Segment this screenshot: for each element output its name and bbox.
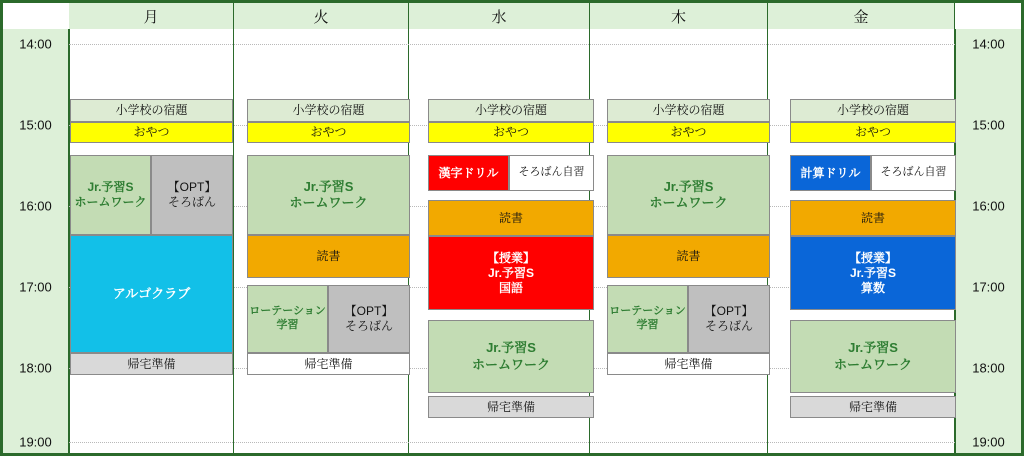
block-line: 帰宅準備 <box>664 356 713 371</box>
thu-snack[interactable] <box>607 122 770 143</box>
block-line: 【OPT】 <box>167 180 217 194</box>
tue-reading[interactable] <box>247 235 410 278</box>
block-line: 【授業】 <box>486 250 535 265</box>
block-line: Jr.予習S <box>486 340 536 356</box>
mon-opt-soroban[interactable] <box>151 155 233 235</box>
time-label-right-1500: 15:00 <box>972 117 1005 133</box>
block-line: そろばん <box>704 319 753 333</box>
block-line: 【OPT】 <box>704 304 754 318</box>
fri-soroban-self-study[interactable] <box>871 155 956 191</box>
fri-jr-prep-s-homework[interactable] <box>790 320 956 393</box>
time-label-left-1400: 14:00 <box>19 36 52 52</box>
time-label-right-1700: 17:00 <box>972 279 1005 295</box>
time-axis-right <box>955 29 1021 453</box>
block-line: おやつ <box>670 125 707 139</box>
tue-go-home-prep[interactable] <box>247 353 410 375</box>
time-label-right-1400: 14:00 <box>972 36 1005 52</box>
block-line: Jr.予習S <box>87 180 134 194</box>
wed-school-homework[interactable] <box>428 99 594 122</box>
tue-rotation-study[interactable] <box>247 285 328 353</box>
time-axis-left <box>3 29 69 453</box>
block-line: 読書 <box>860 210 885 225</box>
block-line: ホームワーク <box>649 195 728 210</box>
block-line: 帰宅準備 <box>304 356 353 371</box>
mon-snack[interactable] <box>70 122 233 143</box>
block-line: 【OPT】 <box>344 304 394 318</box>
block-line: おやつ <box>492 125 529 139</box>
hour-line-1900 <box>69 442 955 443</box>
tue-jr-prep-s-homework[interactable] <box>247 155 410 235</box>
block-line: ローテーション <box>249 305 326 318</box>
time-label-right-1900: 19:00 <box>972 434 1005 450</box>
mon-school-homework[interactable] <box>70 99 233 122</box>
block-line: アルゴクラブ <box>112 285 191 301</box>
day-header-wed: 水 <box>409 3 590 29</box>
block-line: 読書 <box>498 210 523 225</box>
block-line: 学習 <box>636 319 659 331</box>
thu-rotation-study[interactable] <box>607 285 688 353</box>
time-label-left-1600: 16:00 <box>19 198 52 214</box>
fri-keisan-drill[interactable] <box>790 155 871 191</box>
time-label-left-1900: 19:00 <box>19 434 52 450</box>
time-label-right-1800: 18:00 <box>972 360 1005 376</box>
block-line: ローテーション <box>609 305 686 318</box>
block-line: 学習 <box>276 319 299 331</box>
block-line: そろばん自習 <box>518 166 585 179</box>
fri-go-home-prep[interactable] <box>790 396 956 418</box>
wed-snack[interactable] <box>428 122 594 143</box>
wed-soroban-self-study[interactable] <box>509 155 594 191</box>
block-line: 小学校の宿題 <box>652 103 725 117</box>
wed-go-home-prep[interactable] <box>428 396 594 418</box>
thu-jr-prep-s-homework[interactable] <box>607 155 770 235</box>
block-line: 国語 <box>498 280 523 295</box>
wed-jr-prep-s-homework[interactable] <box>428 320 594 393</box>
block-line: 計算ドリル <box>800 165 861 180</box>
mon-jr-prep-s-homework[interactable] <box>70 155 151 235</box>
time-label-left-1500: 15:00 <box>19 117 52 133</box>
day-header-fri: 金 <box>768 3 955 29</box>
wed-class-jr-prep-s-kokugo[interactable] <box>428 236 594 310</box>
time-label-left-1700: 17:00 <box>19 279 52 295</box>
block-line: Jr.予習S <box>848 340 898 356</box>
mon-go-home-prep[interactable] <box>70 353 233 375</box>
wed-kanji-drill[interactable] <box>428 155 509 191</box>
fri-reading[interactable] <box>790 200 956 236</box>
block-line: 読書 <box>676 249 701 263</box>
hour-line-1400 <box>69 44 955 45</box>
block-line: 漢字ドリル <box>438 165 499 180</box>
block-line: Jr.予習S <box>487 265 535 280</box>
fri-class-jr-prep-s-sansu[interactable] <box>790 236 956 310</box>
block-line: そろばん自習 <box>880 166 947 179</box>
thu-reading[interactable] <box>607 235 770 278</box>
block-line: ホームワーク <box>74 195 147 209</box>
block-line: そろばん <box>167 195 216 209</box>
fri-snack[interactable] <box>790 122 956 143</box>
block-line: Jr.予習S <box>303 178 354 194</box>
block-line: 小学校の宿題 <box>474 103 547 117</box>
day-header-mon: 月 <box>69 3 234 29</box>
time-label-left-1800: 18:00 <box>19 360 52 376</box>
day-header-tue: 火 <box>234 3 409 29</box>
tue-snack[interactable] <box>247 122 410 143</box>
block-line: 小学校の宿題 <box>115 103 188 117</box>
tue-opt-soroban[interactable] <box>328 285 410 353</box>
block-line: 小学校の宿題 <box>836 103 909 117</box>
block-line: おやつ <box>854 125 891 139</box>
block-line: 帰宅準備 <box>127 356 176 371</box>
thu-school-homework[interactable] <box>607 99 770 122</box>
tue-school-homework[interactable] <box>247 99 410 122</box>
day-header-thu: 木 <box>590 3 768 29</box>
block-line: 読書 <box>316 249 341 263</box>
fri-school-homework[interactable] <box>790 99 956 122</box>
block-line: 帰宅準備 <box>486 399 535 414</box>
block-line: Jr.予習S <box>849 265 897 280</box>
thu-opt-soroban[interactable] <box>688 285 770 353</box>
time-label-right-1600: 16:00 <box>972 198 1005 214</box>
block-line: 小学校の宿題 <box>292 103 365 117</box>
block-line: ホームワーク <box>471 356 550 372</box>
thu-go-home-prep[interactable] <box>607 353 770 375</box>
block-line: ホームワーク <box>833 356 912 372</box>
block-line: おやつ <box>310 125 347 139</box>
block-line: 帰宅準備 <box>848 399 897 414</box>
block-line: 【授業】 <box>848 250 897 265</box>
block-line: そろばん <box>344 319 393 333</box>
block-line: ホームワーク <box>289 195 368 210</box>
block-line: おやつ <box>133 125 170 139</box>
mon-algo-club[interactable] <box>70 235 233 353</box>
wed-reading[interactable] <box>428 200 594 236</box>
block-line: 算数 <box>860 280 885 295</box>
block-line: Jr.予習S <box>663 178 714 194</box>
